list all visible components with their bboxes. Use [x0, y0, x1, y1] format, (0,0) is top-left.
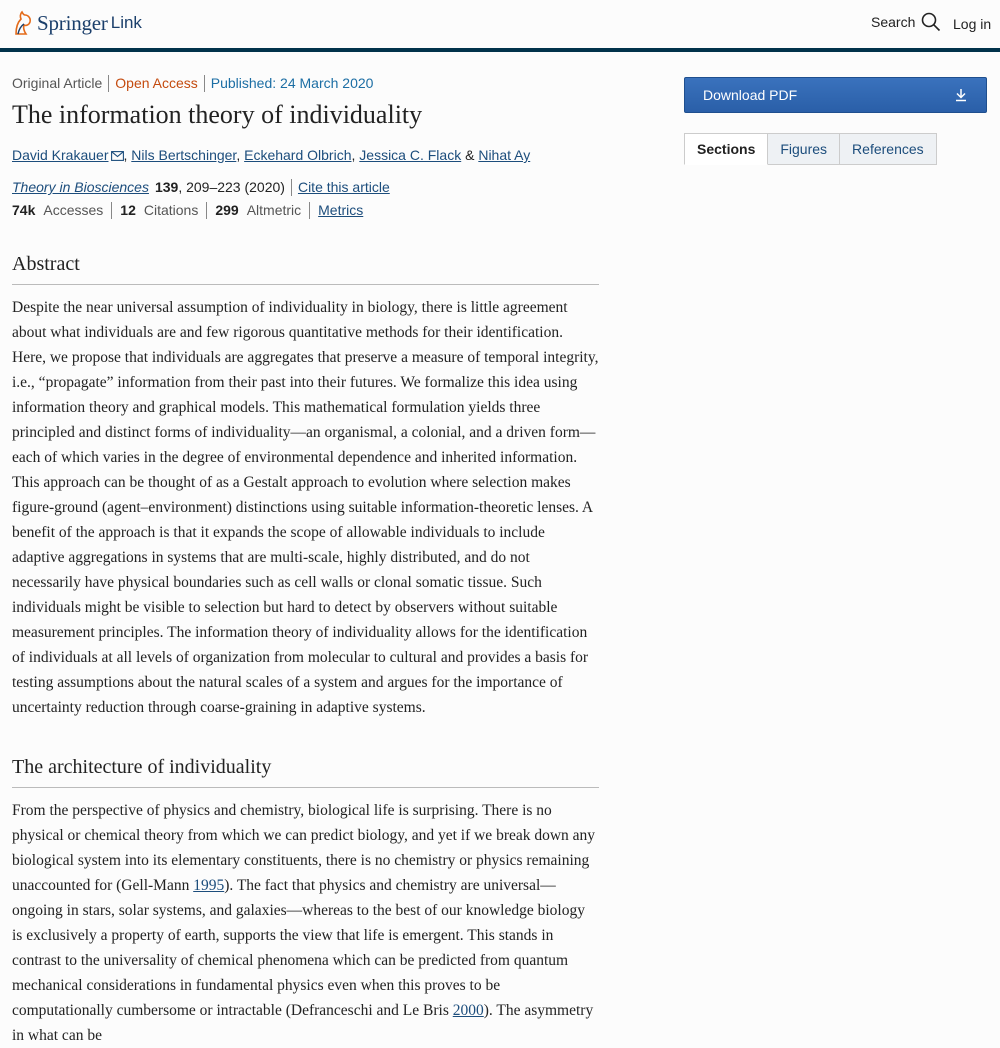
author-link[interactable]: Nils Bertschinger [131, 147, 237, 163]
search-icon [921, 12, 941, 32]
abstract-heading: Abstract [12, 253, 599, 285]
published-date: Published: 24 March 2020 [210, 75, 374, 91]
paragraph-text: ). The fact that physics and chemistry are universal—ongoing in stars, solar systems, and galaxies—whereas to the best of our knowledge biology is exclusively a property of earth, supports the view that life is emergent. This stands in contrast to the universality of chemical phenomena which can be predicted from quantum mechanical considerations in fundamental physics even when this proves to be computationally cumbersome or intractable (Defranceschi and Le Bris [12, 877, 585, 1019]
mail-icon[interactable] [111, 151, 124, 161]
architecture-heading: The architecture of individuality [12, 756, 599, 788]
altmetric-count: 299 [215, 202, 239, 218]
article-metrics [12, 199, 599, 221]
paragraph-text: ). The asymmetry in what can be [12, 1002, 594, 1044]
article-type: Original Article [12, 75, 103, 91]
metrics-link[interactable]: Metrics [318, 202, 364, 218]
citations-count: 12 [120, 202, 136, 218]
divider [291, 179, 292, 196]
paragraph-text: From the perspective of physics and chemistry, biological life is surprising. There is no physical or chemical theory from which we can predict biology, and yet if we break down any biological system into its elementary constituents, there is no chemistry or physics remaining unaccounted for (Gell-Mann [12, 802, 596, 894]
divider [204, 75, 205, 92]
author-list [12, 144, 599, 166]
author-link[interactable]: Eckehard Olbrich [244, 147, 352, 163]
download-pdf-button[interactable] [684, 77, 987, 113]
article-title: The information theory of individuality [12, 100, 423, 129]
author-link[interactable]: Nihat Ay [478, 147, 531, 163]
accesses-count: 74k [12, 202, 36, 218]
author-separator: , [351, 147, 360, 163]
cite-this-article-link[interactable]: Cite this article [297, 179, 390, 195]
author-separator: , [123, 147, 132, 163]
altmetric-label: Altmetric [246, 202, 302, 218]
search-button[interactable] [871, 12, 941, 32]
brand-link: Link [110, 13, 142, 32]
article-nav-tabs [684, 133, 937, 165]
open-access-badge: Open Access [115, 75, 198, 91]
reference-link[interactable]: 1995 [193, 877, 225, 894]
download-arrow-icon [954, 88, 968, 102]
springer-horse-icon [12, 10, 34, 36]
author-link[interactable]: Jessica C. Flack [359, 147, 462, 163]
abstract-text: Despite the near universal assumption of individuality in biology, there is little agreement about what individuals are and few rigorous quantitative methods for their identification. Here, we propose that individuals are aggregates that preserve a measure of temporal integrity, i.e., “propagate” information from their past into their futures. We formalize this idea using information theory and graphical models. This mathematical formulation yields three principled and distinct forms of individuality—an organismal, a colonial, and a driven form—each of which varies in the degree of environmental dependence and inherited information. This approach can be thought of as a Gestalt approach to evolution where selection makes figure-ground (agent–environment) distinctions using suitable information-theoretic lenses. A benefit of the approach is that it expands the scope of allowable individuals to include adaptive aggregations in systems that are multi-scale, highly distributed, and do not necessarily have physical boundaries such as cell walls or clonal somatic tissue. Such individuals might be visible to selection but hard to detect by observers without suitable measurement principles. The information theory of individuality allows for the identification of individuals at all levels of organization from molecular to cultural and provides a basis for testing assumptions about the natural scales of a system and argues for the importance of uncertainty reduction through coarse-graining in adaptive systems. [12, 299, 599, 716]
divider [309, 202, 310, 219]
search-label: Search [871, 14, 916, 30]
reference-link[interactable]: 2000 [452, 1002, 484, 1019]
pages-year: , 209–223 (2020) [178, 179, 285, 195]
divider [108, 75, 109, 92]
tab-references[interactable]: References [840, 133, 937, 165]
brand-springer: Springer [37, 10, 108, 35]
springer-link-logo[interactable] [12, 10, 142, 36]
site-header [0, 0, 1000, 52]
tab-figures[interactable]: Figures [768, 133, 840, 165]
author-link[interactable]: David Krakauer [12, 147, 109, 163]
divider [206, 202, 207, 219]
login-link[interactable]: Log in [953, 16, 992, 32]
author-and: & [461, 147, 479, 163]
download-pdf-label: Download PDF [703, 87, 798, 103]
journal-link[interactable]: Theory in Biosciences [12, 179, 149, 195]
author-separator: , [236, 147, 245, 163]
article-meta [12, 72, 599, 94]
divider [111, 202, 112, 219]
tab-sections[interactable]: Sections [684, 133, 768, 165]
architecture-text [12, 798, 599, 1048]
accesses-label: Accesses [43, 202, 104, 218]
citation-line [12, 176, 599, 198]
volume-number: 139 [154, 179, 179, 195]
article-main [12, 72, 599, 1048]
citations-label: Citations [143, 202, 199, 218]
